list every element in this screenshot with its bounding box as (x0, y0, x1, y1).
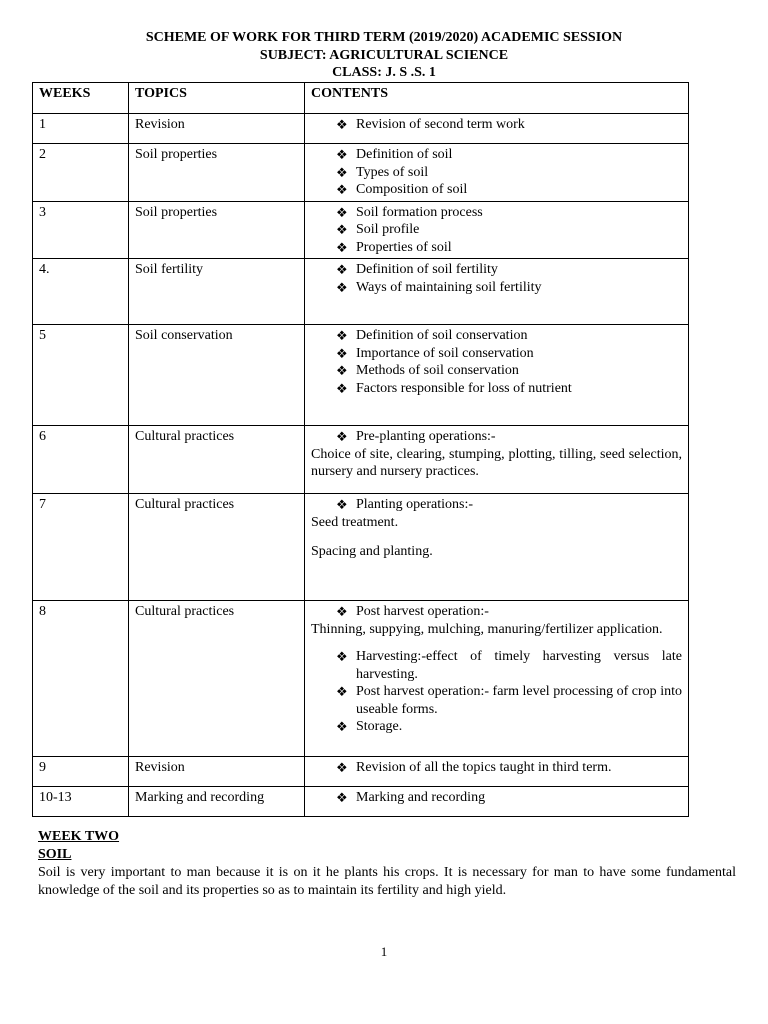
list-item: ❖ Harvesting:-effect of timely harvesting versus late harvesting. (336, 649, 682, 682)
contents-cell (305, 787, 689, 817)
diamond-bullet-icon: ❖ (336, 204, 348, 220)
topic-cell: Cultural practices (129, 601, 305, 757)
contents-cell (305, 144, 689, 202)
week-cell: 2 (33, 144, 129, 202)
list-item: ❖ Planting operations:- (336, 497, 474, 512)
contents-cell (305, 757, 689, 787)
diamond-bullet-icon: ❖ (336, 164, 348, 180)
diamond-bullet-icon: ❖ (336, 239, 348, 255)
document-header (0, 29, 768, 82)
list-item: ❖ Definition of soil (336, 147, 453, 162)
diamond-bullet-icon: ❖ (336, 147, 348, 162)
scheme-title: SCHEME OF WORK FOR THIRD TERM (2019/2020) ACADEMIC SESSION (145, 30, 623, 45)
diamond-bullet-icon: ❖ (336, 363, 348, 378)
list-item: ❖ Soil formation process (336, 204, 483, 220)
table-row (33, 601, 689, 757)
planting-detail-1: Seed treatment. (311, 514, 399, 530)
diamond-bullet-icon: ❖ (336, 790, 348, 805)
topic-cell: Soil properties (129, 144, 305, 202)
list-item: ❖ Ways of maintaining soil fertility (336, 279, 542, 295)
week-cell: 10-13 (33, 787, 129, 817)
diamond-bullet-icon: ❖ (336, 262, 348, 277)
table-row (33, 144, 689, 202)
table-row (33, 787, 689, 817)
table-row (33, 114, 689, 144)
diamond-bullet-icon: ❖ (336, 649, 348, 664)
list-item: ❖ Definition of soil fertility (336, 262, 498, 277)
week-cell: 7 (33, 494, 129, 601)
table-row (33, 426, 689, 494)
list-item: ❖ Composition of soil (336, 182, 468, 197)
list-item: ❖ Pre-planting operations:- (336, 429, 496, 444)
topic-cell: Revision (129, 114, 305, 144)
list-item: ❖ Storage. (336, 719, 403, 734)
soil-paragraph: Soil is very important to man because it is on it he plants his crops. It is necessary for man to have some fundamental knowledge of the soil and its properties so as to maintain its fertility and high yield. (38, 865, 736, 898)
diamond-bullet-icon: ❖ (336, 345, 348, 361)
topic-cell: Soil properties (129, 201, 305, 259)
topic-heading: SOIL (38, 847, 72, 862)
list-item: ❖ Properties of soil (336, 239, 452, 255)
week-two-section (38, 828, 736, 900)
list-item: ❖ Importance of soil conservation (336, 345, 534, 361)
week-heading: WEEK TWO (38, 829, 120, 844)
scheme-of-work-table (32, 82, 689, 817)
contents-cell (305, 325, 689, 426)
diamond-bullet-icon: ❖ (336, 328, 348, 343)
week-cell: 8 (33, 601, 129, 757)
week-cell: 1 (33, 114, 129, 144)
diamond-bullet-icon: ❖ (336, 279, 348, 295)
contents-cell (305, 201, 689, 259)
diamond-bullet-icon: ❖ (336, 497, 348, 512)
week-cell: 3 (33, 201, 129, 259)
topic-cell: Cultural practices (129, 494, 305, 601)
topic-cell: Soil fertility (129, 259, 305, 325)
topic-cell: Soil conservation (129, 325, 305, 426)
list-item: ❖ Definition of soil conservation (336, 328, 528, 343)
week-cell: 6 (33, 426, 129, 494)
table-row (33, 325, 689, 426)
table-header-row (33, 83, 689, 114)
diamond-bullet-icon: ❖ (336, 380, 348, 396)
list-item: ❖ Soil profile (336, 222, 420, 237)
diamond-bullet-icon: ❖ (336, 429, 348, 444)
post-harvest-details: Thinning, suppying, mulching, manuring/fertilizer application. (311, 621, 663, 637)
week-cell: 9 (33, 757, 129, 787)
topic-cell: Marking and recording (129, 787, 305, 817)
diamond-bullet-icon: ❖ (336, 604, 348, 619)
diamond-bullet-icon: ❖ (336, 684, 348, 699)
class-title: CLASS: J. S .S. 1 (332, 65, 436, 80)
page-number: 1 (380, 944, 388, 959)
list-item: ❖ Marking and recording (336, 790, 486, 805)
topic-cell: Revision (129, 757, 305, 787)
pre-planting-details: Choice of site, clearing, stumping, plotting, tilling, seed selection, nursery and nursery practices. (311, 446, 682, 479)
list-item: ❖ Factors responsible for loss of nutrient (336, 380, 572, 396)
diamond-bullet-icon: ❖ (336, 760, 348, 775)
contents-cell (305, 114, 689, 144)
list-item: ❖ Revision of second term work (336, 117, 525, 132)
contents-cell (305, 259, 689, 325)
contents-header: CONTENTS (305, 83, 689, 114)
diamond-bullet-icon: ❖ (336, 117, 348, 132)
topic-cell: Cultural practices (129, 426, 305, 494)
contents-cell (305, 494, 689, 601)
contents-cell (305, 426, 689, 494)
list-item: ❖ Post harvest operation:- farm level processing of crop into useable forms. (336, 684, 682, 717)
weeks-header: WEEKS (33, 83, 129, 114)
list-item: ❖ Types of soil (336, 164, 429, 180)
topics-header: TOPICS (129, 83, 305, 114)
list-item: ❖ Revision of all the topics taught in third term. (336, 760, 612, 775)
table-row (33, 494, 689, 601)
table-row (33, 259, 689, 325)
diamond-bullet-icon: ❖ (336, 719, 348, 734)
week-cell: 5 (33, 325, 129, 426)
list-item: ❖ Methods of soil conservation (336, 363, 519, 378)
table-row (33, 201, 689, 259)
planting-detail-2: Spacing and planting. (311, 544, 433, 559)
diamond-bullet-icon: ❖ (336, 182, 348, 197)
list-item: ❖ Post harvest operation:- (336, 604, 489, 619)
subject-title: SUBJECT: AGRICULTURAL SCIENCE (259, 47, 509, 63)
table-row (33, 757, 689, 787)
week-cell: 4. (33, 259, 129, 325)
diamond-bullet-icon: ❖ (336, 222, 348, 237)
contents-cell (305, 601, 689, 757)
